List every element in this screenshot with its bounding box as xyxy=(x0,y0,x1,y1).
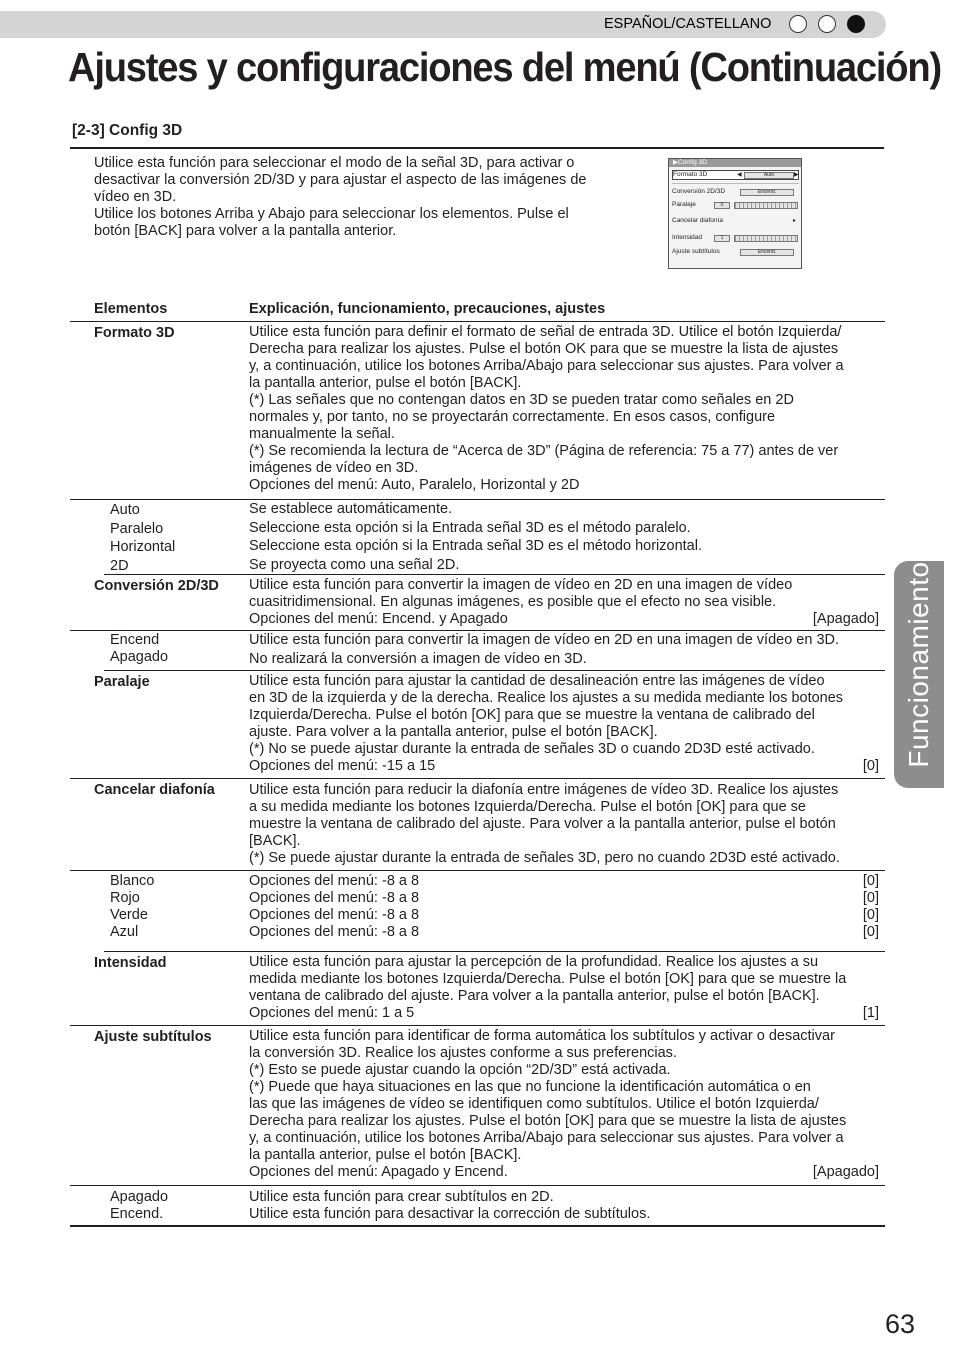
description-menu-line xyxy=(249,758,879,775)
description-line: cuasitridimensional. En algunas imágenes, es posible que el efecto no sea visible. xyxy=(249,594,777,610)
osd-label: Intensidad xyxy=(672,234,702,241)
osd-value: Encend. xyxy=(740,189,794,196)
osd-value: 0 xyxy=(714,202,730,209)
description-line: Izquierda/Derecha. Pulse el botón [OK] para que se muestre la ventana de calibrado del xyxy=(249,707,815,723)
item-description xyxy=(249,671,885,778)
osd-divider xyxy=(672,183,799,184)
column-header-explanation: Explicación, funcionamiento, precauciones, ajustes xyxy=(249,301,606,317)
description-line: la pantalla anterior, pulse el botón [BACK]. xyxy=(249,1147,522,1163)
option-names xyxy=(110,1189,168,1223)
item-name: Cancelar diafonía xyxy=(94,782,215,798)
option-descriptions xyxy=(249,871,885,951)
option-descriptions xyxy=(249,631,885,670)
menu-options: Opciones del menú: Encend. y Apagado xyxy=(249,611,508,627)
description-line: (*) Se recomienda la lectura de “Acerca de 3D” (Página de referencia: 75 a 77) antes de ver xyxy=(249,443,839,459)
right-arrow-icon: ▶ xyxy=(794,172,799,178)
option-descriptions xyxy=(249,500,885,574)
menu-options: Opciones del menú: -15 a 15 xyxy=(249,758,436,774)
page-number: 63 xyxy=(885,1309,916,1339)
description-line: a su medida mediante los botones Izquierda/Derecha. Pulse el botón [OK] para que se xyxy=(249,799,806,815)
osd-row-subtitulos xyxy=(672,247,799,257)
option-name: Verde xyxy=(110,907,148,923)
description-line: ventana de calibrado del ajuste. Para volver a la pantalla anterior, pulse el botón [BACK]. xyxy=(249,988,820,1004)
table-row-formato-3d xyxy=(70,322,885,500)
option-menu-line xyxy=(249,907,879,924)
option-name: Azul xyxy=(110,924,139,940)
item-description xyxy=(249,1026,885,1185)
default-value: [Apagado] xyxy=(812,611,879,627)
table-subrow-conversion-options xyxy=(104,631,885,671)
submenu-arrow-icon: ▸ xyxy=(793,218,797,224)
language-dot-2 xyxy=(818,15,836,33)
osd-row-intensidad xyxy=(672,233,799,243)
language-bar xyxy=(0,11,886,38)
menu-options: Opciones del menú: -8 a 8 xyxy=(249,907,420,923)
description-menu-line xyxy=(249,1164,879,1181)
intro-line: Utilice los botones Arriba y Abajo para seleccionar los elementos. Pulse el xyxy=(94,206,569,222)
option-descriptions xyxy=(249,1186,885,1225)
item-name: Paralaje xyxy=(94,674,150,690)
osd-slider xyxy=(734,235,798,242)
language-dot-3-active xyxy=(847,15,865,33)
option-menu-line xyxy=(249,873,879,890)
item-name: Intensidad xyxy=(94,955,167,971)
menu-options: Opciones del menú: 1 a 5 xyxy=(249,1005,415,1021)
option-names xyxy=(110,632,168,666)
option-name: Auto xyxy=(110,502,140,518)
description-line: ajuste. Para volver a la pantalla anterior, pulse el botón [BACK]. xyxy=(249,724,658,740)
item-name: Conversión 2D/3D xyxy=(94,578,219,594)
description-line: muestre la ventana de calibrado del ajuste. Para volver a la pantalla anterior, pulse el botón xyxy=(249,816,836,832)
item-name: Ajuste subtítulos xyxy=(94,1029,212,1045)
option-description: Seleccione esta opción si la Entrada señal 3D es el método paralelo. xyxy=(249,519,691,536)
description-line: Utilice esta función para reducir la diafonía entre imágenes de vídeo 3D. Realice los ajustes xyxy=(249,782,839,798)
intro-text xyxy=(94,155,634,240)
option-menu-line xyxy=(249,924,879,941)
description-menu-line xyxy=(249,1005,879,1022)
option-description: No realizará la conversión a imagen de vídeo en 3D. xyxy=(249,650,587,667)
option-name: 2D xyxy=(110,557,129,574)
description-line: Derecha para realizar los ajustes. Pulse el botón [OK] para que se muestre la lista de ajustes xyxy=(249,1113,847,1129)
description-line: Derecha para realizar los ajustes. Pulse el botón OK para que se muestre la lista de ajustes xyxy=(249,341,839,357)
description-line: (*) Puede que haya situaciones en las que no funcione la identificación automática o en xyxy=(249,1079,811,1095)
default-value: [0] xyxy=(862,924,879,940)
description-line: la conversión 3D. Realice los ajustes conforme a sus preferencias. xyxy=(249,1045,677,1061)
description-line: la pantalla anterior, pulse el botón [BACK]. xyxy=(249,375,522,391)
option-name: Rojo xyxy=(110,890,140,906)
description-line: [BACK]. xyxy=(249,833,301,849)
option-description: Seleccione esta opción si la Entrada señal 3D es el método horizontal. xyxy=(249,538,702,554)
description-line: medida mediante los botones Izquierda/Derecha. Pulse el botón [OK] para que se muestre la xyxy=(249,971,847,987)
description-line: Utilice esta función para ajustar la percepción de la profundidad. Realice los ajustes a su xyxy=(249,954,819,970)
option-names xyxy=(110,501,175,575)
description-line: las que las imágenes de vídeo se identifiquen como subtítulos. Utilice el botón Izquierda/ xyxy=(249,1096,819,1112)
intro-line: botón [BACK] para volver a la pantalla anterior. xyxy=(94,223,397,239)
default-value: [0] xyxy=(862,758,879,774)
option-name: Apagado xyxy=(110,1189,169,1205)
osd-label: Formato 3D xyxy=(673,171,708,178)
table-subrow-formato-options xyxy=(104,500,885,575)
osd-row-paralaje xyxy=(672,200,799,210)
description-line: Utilice esta función para ajustar la cantidad de desalineación entre las imágenes de vídeo xyxy=(249,673,825,689)
chapter-side-tab-label: Funcionamiento xyxy=(903,561,934,768)
description-line: normales y, por tanto, no se proyectarán correctamente. En esos casos, configure xyxy=(249,409,776,425)
description-menu-line xyxy=(249,611,879,628)
description-line: y, a continuación, utilice los botones Arriba/Abajo para seleccionar sus ajustes. Para volver a xyxy=(249,358,844,374)
osd-value: Encend. xyxy=(740,249,794,256)
osd-label: Cancelar diafonía xyxy=(672,217,723,224)
page-title: Ajustes y configuraciones del menú (Continuación) xyxy=(68,44,941,90)
table-row-ajuste-subtitulos xyxy=(70,1026,885,1186)
table-row-paralaje xyxy=(70,671,885,779)
osd-label: Ajuste subtítulos xyxy=(672,248,720,255)
column-header-items: Elementos xyxy=(94,301,168,317)
option-description: Se establece automáticamente. xyxy=(249,501,453,517)
osd-value: 1 xyxy=(714,235,730,242)
option-name: Encend. xyxy=(110,1206,164,1222)
settings-table xyxy=(70,298,885,1227)
description-line: Opciones del menú: Auto, Paralelo, Horizontal y 2D xyxy=(249,477,580,493)
default-value: [1] xyxy=(862,1005,879,1021)
language-label: ESPAÑOL/CASTELLANO xyxy=(604,16,772,32)
osd-row-formato xyxy=(672,170,799,180)
table-row-conversion-2d3d xyxy=(70,575,885,631)
table-subrow-cancelar-options xyxy=(104,871,885,952)
default-value: [Apagado] xyxy=(812,1164,879,1180)
item-description xyxy=(249,952,885,1025)
default-value: [0] xyxy=(862,907,879,923)
menu-options: Opciones del menú: Apagado y Encend. xyxy=(249,1164,508,1180)
intro-line: Utilice esta función para seleccionar el modo de la señal 3D, para activar o xyxy=(94,155,575,171)
table-header xyxy=(70,298,885,322)
description-line: imágenes de vídeo en 3D. xyxy=(249,460,419,476)
description-line: Utilice esta función para identificar de forma automática los subtítulos y activar o desactivar xyxy=(249,1028,835,1044)
item-description xyxy=(249,779,885,870)
option-description: Utilice esta función para crear subtítulos en 2D. xyxy=(249,1189,554,1205)
osd-title-text: Config 3D xyxy=(678,159,707,166)
osd-label: Conversión 2D/3D xyxy=(672,188,726,195)
menu-options: Opciones del menú: -8 a 8 xyxy=(249,924,420,940)
option-name: Encend xyxy=(110,632,160,648)
description-line: (*) Las señales que no contengan datos en 3D se pueden tratar como señales en 2D xyxy=(249,392,794,408)
osd-slider xyxy=(734,202,798,209)
intro-line: desactivar la conversión 2D/3D y para ajustar el aspecto de las imágenes de xyxy=(94,172,587,188)
osd-row-cancelar xyxy=(672,216,799,226)
option-names xyxy=(110,873,154,941)
description-line: (*) Esto se puede ajustar cuando la opción “2D/3D” está activada. xyxy=(249,1062,671,1078)
option-name: Apagado xyxy=(110,649,169,665)
default-value: [0] xyxy=(862,873,879,889)
option-name: Paralelo xyxy=(110,520,164,537)
option-menu-line xyxy=(249,890,879,907)
osd-menu-illustration xyxy=(668,158,802,269)
osd-value: Auto xyxy=(744,172,794,179)
language-dot-1 xyxy=(789,15,807,33)
option-name: Blanco xyxy=(110,873,155,889)
description-line: manualmente la señal. xyxy=(249,426,395,442)
description-line: en 3D de la izquierda y de la derecha. Realice los ajustes a su medida mediante los botones xyxy=(249,690,844,706)
section-heading: [2-3] Config 3D xyxy=(72,122,183,139)
table-subrow-subtitulos-options xyxy=(70,1186,885,1227)
description-line: Utilice esta función para definir el formato de señal de entrada 3D. Utilice el botón Izquierda/ xyxy=(249,324,842,340)
osd-title: ▶Config 3D xyxy=(669,159,801,167)
left-arrow-icon: ◀ xyxy=(737,172,742,178)
item-description xyxy=(249,575,885,630)
option-description: Utilice esta función para desactivar la corrección de subtítulos. xyxy=(249,1206,651,1222)
description-line: (*) No se puede ajustar durante la entrada de señales 3D o cuando 2D3D esté activado. xyxy=(249,741,815,757)
description-line: y, a continuación, utilice los botones Arriba/Abajo para seleccionar sus ajustes. Para volver a xyxy=(249,1130,844,1146)
option-description: Utilice esta función para convertir la imagen de vídeo en 2D en una imagen de vídeo en 3D. xyxy=(249,632,840,648)
osd-row-conversion xyxy=(672,187,799,197)
table-row-cancelar-diafonia xyxy=(70,779,885,871)
osd-label: Paralaje xyxy=(672,201,696,208)
menu-options: Opciones del menú: -8 a 8 xyxy=(249,873,420,889)
item-description xyxy=(249,322,885,499)
item-name: Formato 3D xyxy=(94,325,175,341)
option-description: Se proyecta como una señal 2D. xyxy=(249,556,460,573)
description-line: (*) Se puede ajustar durante la entrada de señales 3D, pero no cuando 2D3D esté activado. xyxy=(249,850,840,866)
intro-line: vídeo en 3D. xyxy=(94,189,177,205)
menu-options: Opciones del menú: -8 a 8 xyxy=(249,890,420,906)
table-row-intensidad xyxy=(70,952,885,1026)
section-divider xyxy=(70,147,884,149)
description-line: Utilice esta función para convertir la imagen de vídeo en 2D en una imagen de vídeo xyxy=(249,577,793,593)
default-value: [0] xyxy=(862,890,879,906)
option-name: Horizontal xyxy=(110,539,176,555)
